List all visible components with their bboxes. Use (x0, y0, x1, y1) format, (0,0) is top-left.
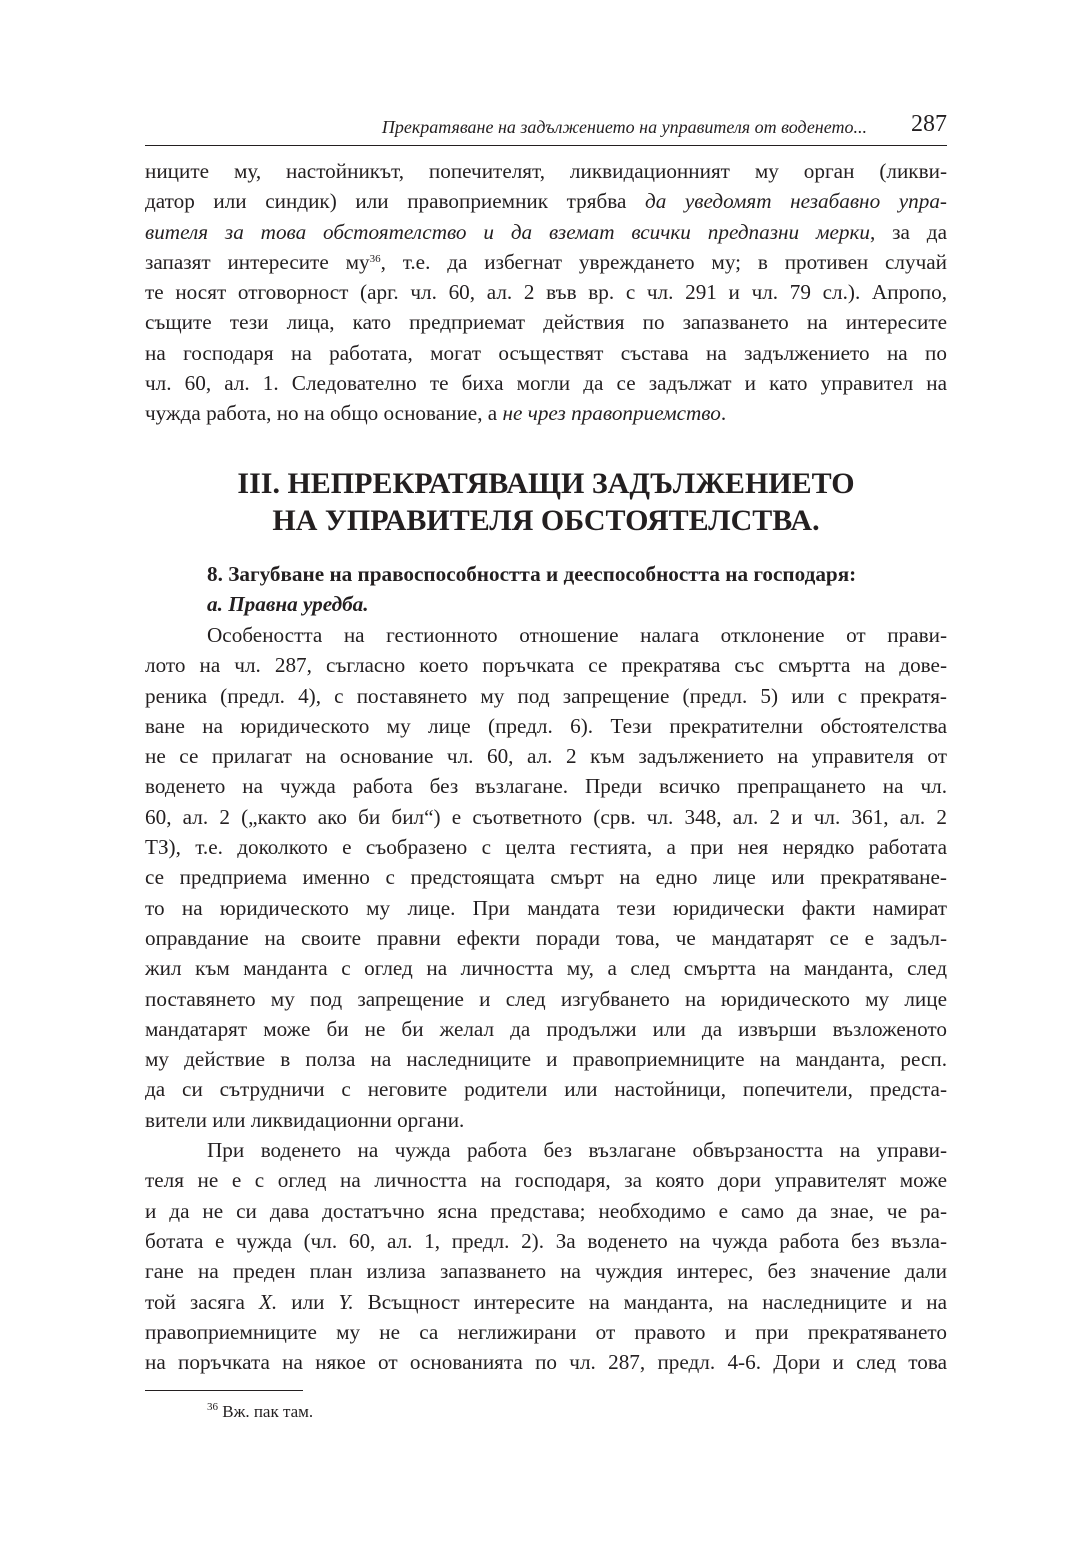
text-line: чл. 60, ал. 1. Следователно те биха могли да се задължат и като управител на (145, 371, 947, 396)
text-line: мандатарят може би не би желал да продължи или да извърши възложеното (145, 1016, 947, 1041)
running-title: Прекратяване на задължението на управителя от воденето... (381, 117, 867, 137)
text-line: да си сътрудничи с неговите родители или настойници, попечители, предста- (145, 1077, 947, 1102)
footnote-marker: 36 (207, 1401, 218, 1413)
footnote (207, 1402, 313, 1422)
section-heading-line2: НА УПРАВИТЕЛЯ ОБСТОЯТЕЛСТВА. (272, 504, 820, 537)
subsection-subtitle: а. Правна уредба. (207, 592, 369, 617)
text-line: теля не е с оглед на личността на господаря, за която дори управителят може (145, 1168, 947, 1193)
text-line: вителя за това обстоятелство и да вземат всички предпазни мерки, за да (145, 219, 947, 244)
text-line: При воденето на чужда работа без възлагане обвързаността на управи- (207, 1138, 947, 1163)
text-line: същите тези лица, като предприемат действия по запазването на интересите (145, 310, 947, 335)
text-line: то на юридическото му лице. При мандата тези юридически факти намират (145, 895, 947, 920)
text-line: се предприема именно с предстоящата смърт на едно лице или прекратяване- (145, 865, 947, 890)
text-line: той засяга Х. или Y. Всъщност интересите на манданта, на наследниците и на (145, 1289, 947, 1314)
text-line: оправдание на своите правни ефекти поради това, че мандатарят се е задъл- (145, 925, 947, 950)
text-line: и да не си дава достатъчно ясна представа; необходимо е само да знае, че ра- (145, 1198, 947, 1223)
text-line: правоприемниците му не са неглижирани от правото и при прекратяването (145, 1319, 947, 1344)
text-line: запазят интересите $му^{36}$, т.е. да избегнат увреждането му; в противен случай (145, 249, 947, 274)
footnote-ref: 36 (369, 252, 381, 265)
body-text (145, 620, 947, 1377)
paragraph-continued (145, 156, 947, 429)
section-heading-line1: III. НЕПРЕКРАТЯВАЩИ ЗАДЪЛЖЕНИЕТО (237, 467, 855, 500)
text-line: ниците му, настойникът, попечителят, ликвидационният му орган (ликви- (145, 159, 947, 183)
text-line: гане на преден план излиза запазването на чуждия интерес, без значение дали (145, 1259, 947, 1284)
text-line: му действие в полза на наследниците и правоприемниците на манданта, респ. (145, 1047, 947, 1072)
text-line: воденето на чужда работа без възлагане. Преди всичко препращането на чл. (145, 774, 947, 799)
text-line: чужда работа, но на общо основание, а не чрез правоприемство. (145, 401, 727, 426)
text-line: ботата е чужда (чл. 60, ал. 1, предл. 2). За воденето на чужда работа без възла- (145, 1228, 947, 1253)
text-line: реника (предл. 4), с поставянето му под запрещение (предл. 5) или с прекратя- (145, 683, 947, 708)
text-line: ТЗ), т.е. доколкото е съобразено с целта гестията, а при нея нерядко работата (145, 835, 947, 860)
running-head (145, 113, 947, 146)
text-line: жил към манданта с оглед на личността му, а след смъртта на манданта, след (145, 956, 947, 981)
footnote-text: Вж. пак там. (218, 1402, 314, 1421)
text-line: лото на чл. 287, съгласно което поръчката се прекратява със смъртта на дове- (145, 653, 947, 678)
text-line: не се прилагат на основание чл. 60, ал. 2 към задължението на управителя от (145, 744, 947, 769)
subsection-heading (207, 559, 856, 620)
text-line: те носят отговорност (арг. чл. 60, ал. 2 във вр. с чл. 291 и чл. 79 сл.). Апропо, (145, 280, 947, 305)
page-number: 287 (911, 111, 947, 137)
text-line: вители или ликвидационни органи. (145, 1107, 465, 1132)
text-line: 60, ал. 2 („както ако би бил“) е съответното (срв. чл. 348, ал. 2 и чл. 361, ал. 2 (145, 804, 947, 829)
footnote-divider (145, 1390, 303, 1391)
section-heading (145, 465, 947, 539)
text-line: Особеността на гестионното отношение налага отклонение от прави- (207, 623, 947, 647)
subsection-title: 8. Загубване на правоспособността и дееспособността на господаря: (207, 562, 857, 586)
text-line: ване на юридическото му лице (предл. 6). Тези прекратителни обстоятелства (145, 713, 947, 738)
text-line: на поръчката на някое от основанията по чл. 287, предл. 4-6. Дори и след това (145, 1350, 947, 1375)
text-line: датор или синдик) или правоприемник трябва да уведомят незабавно упра- (145, 189, 947, 214)
text-line: поставянето му под запрещение и след изгубването на юридическото му лице (145, 986, 947, 1011)
text-line: на господаря на работата, могат осъществят състава на задължението на по (145, 340, 947, 365)
